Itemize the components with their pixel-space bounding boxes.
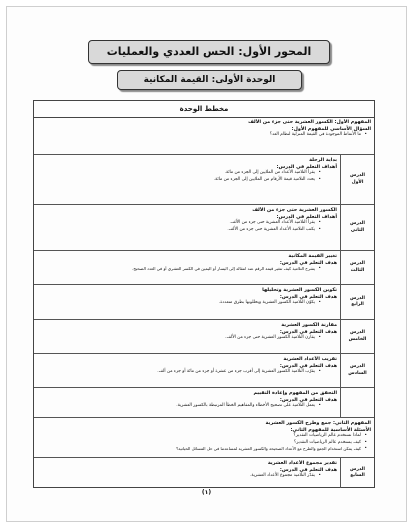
lesson-title: التحقق من المفهوم وإعادة التقييم <box>253 390 337 396</box>
axis-title-banner: المحور الأول: الحس العددي والعمليات <box>88 40 330 64</box>
lesson-label-number: الرابع <box>351 302 364 307</box>
lesson-1-label <box>340 155 374 204</box>
lesson-goals-heading: هدف التعلم في الدرس: <box>279 396 337 403</box>
concept-check-content <box>37 390 337 416</box>
lesson-goals-heading: هدف التعلم في الدرس: <box>279 362 337 369</box>
concept-2-block <box>34 418 374 458</box>
lesson-label-number: الأول <box>351 179 364 185</box>
lesson-row-1 <box>34 155 374 205</box>
concept-1-heading: المفهوم الأول: الكسور العشرية حتى جزء من الألف <box>248 119 371 125</box>
lesson-goals-heading: أهداف التعلم في الدرس: <box>276 213 337 220</box>
concept-2-question: • لماذا نستخدم عالم الرياضيات التقدير؟ <box>37 433 371 439</box>
lesson-row-7 <box>34 458 374 488</box>
concept-1-content <box>37 119 371 153</box>
concept-2-content <box>37 420 371 456</box>
lesson-title: الكسور العشرية حتى جزء من الألف <box>252 207 337 213</box>
lesson-title: مقارنة الكسور العشرية <box>281 322 337 328</box>
lesson-goal: • يقدّر التلاميذ مجموع الأعداد العشرية. <box>37 473 337 479</box>
lesson-goals-heading: هدف التعلم في الدرس: <box>279 259 337 266</box>
lesson-label-word: الدرس <box>350 295 365 301</box>
concept-1-question-heading: السؤال الأساسي للمفهوم الأول: <box>291 125 371 132</box>
lesson-row-2 <box>34 205 374 251</box>
lesson-label-number: السابع <box>350 473 365 478</box>
lesson-7-content <box>37 460 337 487</box>
lesson-goal: • يقارن التلاميذ الكسور العشرية حتى جزء من الألف. <box>37 335 337 341</box>
concept-check-row <box>34 388 374 418</box>
concept-1-block <box>34 117 374 155</box>
lesson-label-word: الدرس <box>350 221 365 226</box>
lesson-row-4 <box>34 285 374 320</box>
lesson-7-label <box>340 458 374 488</box>
concept-2-question: • كيف يستخدم عالم الرياضيات التقدير؟ <box>37 440 371 446</box>
lesson-label-number: الثالث <box>350 267 365 273</box>
lesson-6-label <box>340 354 374 387</box>
lesson-goal: • يعمل التلاميذ على تصحيح الأخطاء والمفاهيم الخطأ المرتبطة بالكسور العشرية. <box>37 403 337 409</box>
unit-plan-rows <box>34 117 374 487</box>
lesson-title: بداية الرحلة <box>309 157 337 163</box>
lesson-goal: • يكتب التلاميذ الأعداد العشرية حتى جزء من الألف. <box>37 227 337 233</box>
concept-check-label <box>340 388 374 417</box>
lesson-goal: • يكوّن التلاميذ الكسور العشرية ويحللونها بطرق متعددة. <box>37 300 337 306</box>
lesson-label-word: الدرس <box>350 330 365 335</box>
lesson-title: تقدير مجموع الأعداد العشرية <box>267 460 337 466</box>
concept-1-question: • ما الأنماط الموجودة في القيمة المنزلية لنظام العد؟ <box>37 132 371 138</box>
lesson-1-content <box>37 157 337 203</box>
lesson-label-number: الثاني <box>350 227 365 233</box>
lesson-row-5 <box>34 320 374 354</box>
lesson-goal: • يقرأ التلاميذ الأعداد العشرية حتى جزء من الألف. <box>37 220 337 226</box>
lesson-title: تقريب الأعداد العشرية <box>283 356 337 362</box>
lesson-row-6 <box>34 354 374 388</box>
lesson-4-content <box>37 287 337 318</box>
lesson-goal: • يقرّب التلاميذ الكسور العشرية إلى أقرب جزء من عشرة أو جزء من مائة أو جزء من ألف. <box>37 369 337 375</box>
concept-2-questions-heading: الأسئلة الأساسية للمفهوم الثاني: <box>290 426 371 433</box>
lesson-title: تكوين الكسور العشرية وتحليلها <box>262 287 337 293</box>
lesson-goals-heading: هدف التعلم في الدرس: <box>279 466 337 473</box>
concept-2-question: • كيف يمكن استخدام الجمع والطرح مع الأعداد الصحيحة والكسور العشرية لمساعدتنا في حل المسائل الحياتية؟ <box>37 446 371 452</box>
lesson-2-content <box>37 207 337 249</box>
lesson-row-3 <box>34 251 374 285</box>
lesson-label-word: الدرس <box>350 466 365 472</box>
lesson-title: تغيير القيمة المكانية <box>288 253 337 259</box>
page-number: (١) <box>201 489 212 496</box>
concept-2-heading: المفهوم الثاني: جمع وطرح الكسور العشرية <box>265 420 371 426</box>
lesson-goal: • يشرح التلاميذ كيف تتغير قيمة الرقم عند انتقاله إلى اليسار أو اليمين في الكسر العشري أو في العدد الصحيح. <box>37 266 337 272</box>
lesson-5-content <box>37 322 337 352</box>
lesson-6-content <box>37 356 337 386</box>
unit-plan-table <box>33 100 375 488</box>
lesson-goals-heading: هدف التعلم في الدرس: <box>279 328 337 335</box>
lesson-goals-heading: أهداف التعلم في الدرس: <box>276 163 337 170</box>
lesson-label-word: الدرس <box>350 261 365 266</box>
lesson-3-content <box>37 253 337 283</box>
lesson-label-number: الخامس <box>348 336 367 342</box>
lesson-2-label <box>340 205 374 250</box>
lesson-label-number: السادس <box>348 370 367 376</box>
lesson-goal: • يحدد التلاميذ قيمة الأرقام من الملايين إلى الجزء من مائة. <box>37 177 337 183</box>
unit-plan-title: مخطط الوحدة <box>34 101 374 118</box>
lesson-5-label <box>340 320 374 353</box>
lesson-goal: • يقرأ التلاميذ الأعداد من الملايين إلى الجزء من مائة. <box>37 170 337 176</box>
lesson-label-word: الدرس <box>350 364 365 369</box>
lesson-4-label <box>340 285 374 319</box>
lesson-goals-heading: هدف التعلم في الدرس: <box>279 293 337 300</box>
lesson-3-label <box>340 251 374 284</box>
lesson-label-word: الدرس <box>350 173 365 178</box>
unit-title-banner: الوحدة الأولى: القيمة المكانية <box>117 70 302 90</box>
